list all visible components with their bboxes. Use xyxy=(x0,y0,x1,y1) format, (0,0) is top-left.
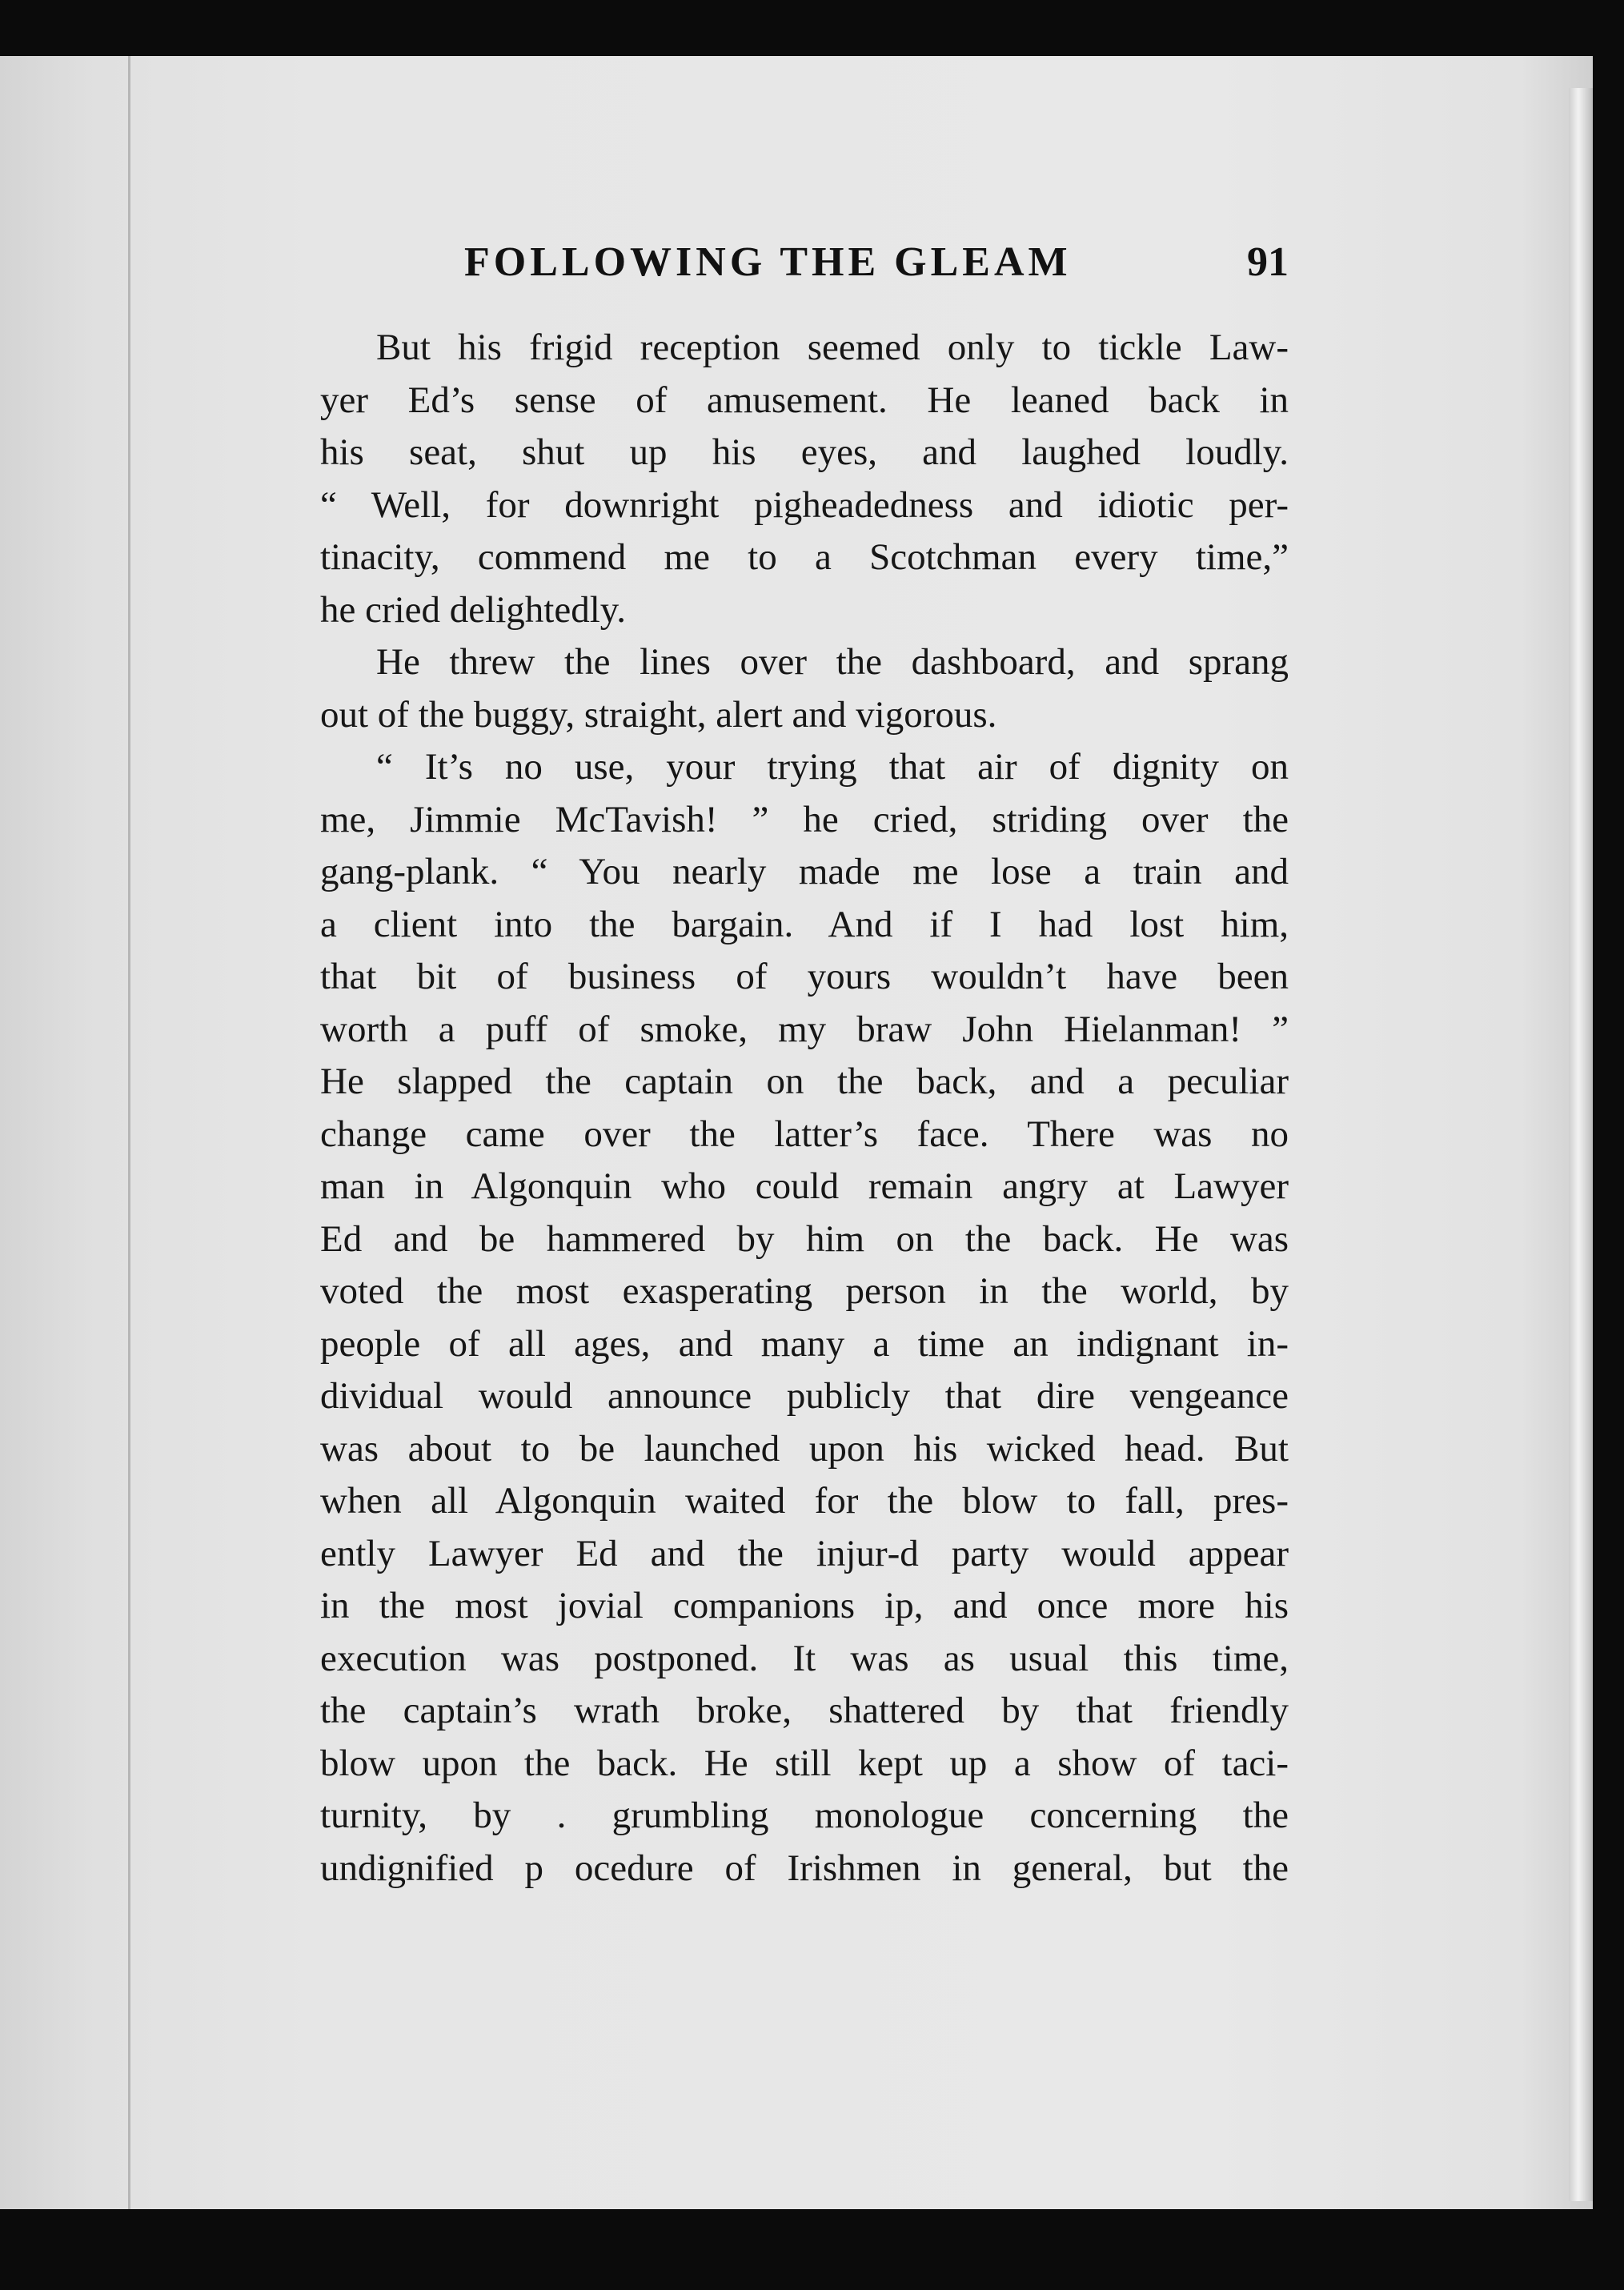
text-line: me, Jimmie McTavish! ” he cried, striding over the xyxy=(320,798,1289,840)
page-edge xyxy=(1569,88,1593,2201)
text-line: he cried delightedly. xyxy=(320,588,626,631)
running-header xyxy=(464,239,1289,295)
text-line: dividual would announce publicly that dire vengeance xyxy=(320,1375,1289,1417)
text-line: voted the most exasperating person in the world, by xyxy=(320,1270,1289,1312)
text-line: change came over the latter’s face. There was no xyxy=(320,1113,1289,1155)
gutter-shadow xyxy=(128,56,130,2209)
text-line: undignified p ocedure of Irishmen in general, but the xyxy=(320,1847,1289,1889)
text-line: worth a puff of smoke, my braw John Hielanman! ” xyxy=(320,1008,1289,1050)
text-line: “ It’s no use, your trying that air of dignity on xyxy=(376,746,1289,788)
text-line: blow upon the back. He still kept up a show of taci- xyxy=(320,1742,1289,1784)
text-line: turnity, by . grumbling monologue concerning the xyxy=(320,1795,1289,1836)
text-line: Ed and be hammered by him on the back. He was xyxy=(320,1217,1289,1260)
text-line: in the most jovial companions ip, and once more his xyxy=(320,1585,1289,1626)
text-line: He threw the lines over the dashboard, and sprang xyxy=(376,641,1289,683)
text-line: “ Well, for downright pigheadedness and idiotic per- xyxy=(320,483,1289,526)
text-line: out of the buggy, straight, alert and vigorous. xyxy=(320,693,997,736)
text-line: He slapped the captain on the back, and a peculiar xyxy=(320,1061,1289,1102)
running-title: FOLLOWING THE GLEAM xyxy=(464,239,1072,285)
text-line: that bit of business of yours wouldn’t have been xyxy=(320,956,1289,997)
text-line: man in Algonquin who could remain angry at Lawyer xyxy=(320,1165,1289,1207)
page-number: 91 xyxy=(1247,239,1289,285)
text-line: people of all ages, and many a time an indignant in- xyxy=(320,1322,1289,1365)
text-line: his seat, shut up his eyes, and laughed loudly. xyxy=(320,431,1289,473)
text-line: yer Ed’s sense of amusement. He leaned back in xyxy=(320,379,1289,421)
text-line: execution was postponed. It was as usual this time, xyxy=(320,1637,1289,1679)
text-line: was about to be launched upon his wicked head. But xyxy=(320,1427,1289,1470)
body-text xyxy=(320,322,1289,1895)
text-line: gang-plank. “ You nearly made me lose a train and xyxy=(320,851,1289,892)
text-line: when all Algonquin waited for the blow to fall, pres- xyxy=(320,1480,1289,1522)
text-line: ently Lawyer Ed and the injur‑d party would appear xyxy=(320,1532,1289,1574)
text-line: tinacity, commend me to a Scotchman every time,” xyxy=(320,536,1289,578)
text-line: the captain’s wrath broke, shattered by that friendly xyxy=(320,1690,1289,1731)
text-line: a client into the bargain. And if I had lost him, xyxy=(320,903,1289,945)
text-line: But his frigid reception seemed only to tickle Law- xyxy=(376,327,1289,368)
